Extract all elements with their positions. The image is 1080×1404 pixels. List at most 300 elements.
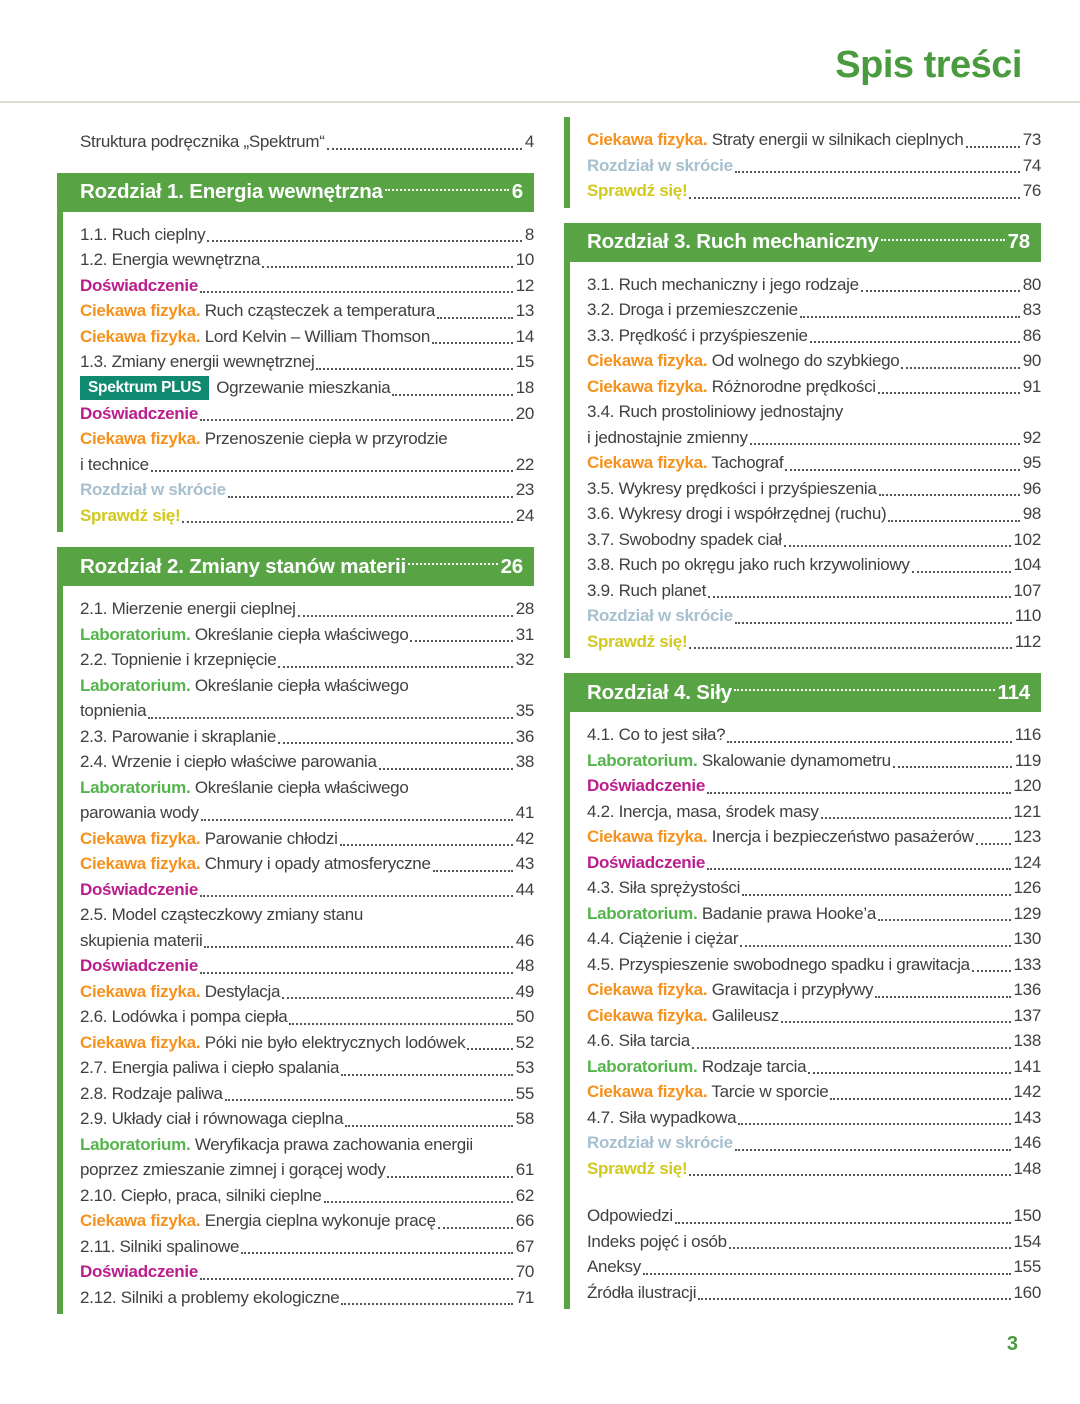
entry-label: Sprawdź się! [587,1158,688,1178]
entry-text: Określanie ciepła właściwego [194,777,409,797]
entry-page-number: 10 [515,250,534,269]
entry-label: Ciekawa fizyka. [80,326,201,346]
entry-text: 2.8. Rodzaje paliwa [80,1083,223,1103]
entry-page-number: 98 [1022,504,1041,523]
entry-page-number: 119 [1014,750,1041,770]
entry-leader-dots [148,717,512,719]
entry-page-number: 73 [1022,130,1041,149]
entry-label: Ciekawa fizyka. [587,980,708,999]
toc-entry [587,1229,1041,1255]
entry-page-number: 13 [515,301,534,320]
entry-label: Sprawdź się! [587,181,688,200]
back-matter [587,1203,1041,1305]
entry-leader-dots [808,1072,1010,1074]
entry-leader-dots [800,316,1020,318]
chapter-section [57,173,534,533]
entry-page-number: 154 [1013,1231,1041,1251]
entry-page-number: 155 [1013,1257,1041,1276]
entry-leader-dots [278,666,512,668]
entry-page-number: 36 [515,726,534,746]
entry-text: 4.7. Siła wypadkowa [587,1107,737,1127]
toc-entry [587,850,1041,876]
entry-page-number: 32 [515,650,534,669]
entry-leader-dots [241,1252,513,1254]
entry-label: Ciekawa fizyka. [587,130,708,149]
entry-text: 1.1. Ruch cieplny [80,224,206,244]
toc-entry [80,1259,534,1285]
entry-text: Chmury i opady atmosferyczne [204,854,431,873]
entry-text: 3.2. Droga i przemieszczenie [587,300,798,319]
entry-leader-dots [433,870,513,872]
entry-leader-dots [675,1222,1011,1224]
toc-entry [80,426,534,477]
toc-entry [80,826,534,852]
toc-entry [80,273,534,299]
entry-text: 3.1. Ruch mechaniczny i jego rodzaje [587,274,859,294]
entry-leader-dots [200,972,513,974]
entry-page-number: 62 [515,1185,534,1205]
entry-text: 3.4. Ruch prostoliniowy jednostajny [587,402,843,421]
entry-page-number: 18 [515,378,534,397]
entry-label: Laboratorium. [587,1056,698,1076]
entry-leader-dots [901,367,1019,369]
entry-leader-dots [385,189,509,191]
entry-label: Doświadczenie [80,403,198,423]
entry-leader-dots [735,1149,1011,1151]
entry-leader-dots [875,996,1010,998]
entry-text: 2.7. Energia paliwa i ciepło spalania [80,1058,340,1077]
toc-entry [80,647,534,673]
toc-entry [587,348,1041,374]
entry-text: Skalowanie dynamometru [701,750,891,770]
entry-text: Od wolnego do szybkiego [711,351,900,370]
entry-text: 2.2. Topnienie i krzepnięcie [80,650,277,669]
chapter-section [564,223,1041,659]
entry-leader-dots [689,647,1011,649]
entry-text: Ruch cząsteczek a temperatura [204,301,436,320]
entry-label: Rozdział w skrócie [587,155,733,175]
entry-leader-dots [692,1047,1011,1049]
entry-leader-dots [740,945,1010,947]
entry-text: 1.2. Energia wewnętrzna [80,250,261,269]
entry-page-number: 41 [515,803,534,822]
entry-label: Laboratorium. [587,903,698,923]
toc-entry [587,824,1041,850]
entry-leader-dots [324,1201,513,1203]
toc-entry [80,1081,534,1107]
entry-text: Badanie prawa Hooke’a [701,903,877,923]
toc-entry [80,1030,534,1056]
entry-leader-dots [200,895,513,897]
entry-page-number: 24 [515,505,534,525]
entry-page-number: 20 [515,403,534,423]
entry-page-number: 133 [1013,954,1041,974]
entry-page-number: 67 [515,1236,534,1256]
entry-page-number: 90 [1022,351,1041,370]
entry-leader-dots [437,317,513,319]
entry-label: Ciekawa fizyka. [80,854,201,873]
entry-page-number: 137 [1013,1005,1041,1025]
entry-label: Doświadczenie [80,1262,198,1281]
chapter-section [57,547,534,1314]
entry-leader-dots [689,1174,1010,1176]
entry-text: 3.3. Prędkość i przyśpieszenie [587,325,808,345]
toc-entry [587,1105,1041,1131]
toc-entry [587,399,1041,450]
toc-entry [587,1130,1041,1156]
entry-page-number: 121 [1013,801,1041,821]
toc-entry [80,401,534,427]
toc-entry [80,1132,534,1183]
entry-page-number: 53 [515,1058,534,1077]
entry-leader-dots [810,341,1020,343]
entry-page-number: 48 [515,956,534,975]
entry-page-number: 92 [1022,427,1041,447]
entry-label: Doświadczenie [587,852,705,872]
entry-label: Rozdział w skrócie [80,480,226,499]
entry-label: Doświadczenie [80,956,198,975]
entry-text: Inercja i bezpieczeństwo pasażerów [711,827,974,846]
entry-leader-dots [878,392,1020,394]
entry-text: 2.1. Mierzenie energii cieplnej [80,599,296,618]
entry-page-number: 148 [1013,1158,1041,1178]
entry-page-number: 95 [1022,453,1041,472]
entry-text: Póki nie było elektrycznych lodówek [204,1032,466,1052]
entry-page-number: 136 [1013,980,1041,999]
entry-leader-dots [698,1298,1010,1300]
entry-text: Straty energii w silnikach cieplnych [711,130,964,149]
toc-entry [587,1054,1041,1080]
toc-entry [587,476,1041,502]
entry-page-number: 102 [1013,529,1041,549]
chapter-header-page: 114 [997,680,1030,704]
entry-text-continued: i technice [80,454,149,474]
entry-text: Energia cieplna wykonuje pracę [204,1211,436,1230]
entry-leader-dots [781,1021,1011,1023]
entry-leader-dots [282,997,513,999]
entry-page-number: 66 [515,1211,534,1230]
toc-entry [80,222,534,248]
entry-label: Ciekawa fizyka. [80,1211,201,1230]
entry-label: Ciekawa fizyka. [80,429,201,448]
toc-entry [80,1183,534,1209]
entry-text: Odpowiedzi [587,1206,673,1225]
entry-text: 4.2. Inercja, masa, środek masy [587,801,819,821]
toc-entry [80,375,534,401]
entry-page-number: 126 [1013,878,1041,897]
entry-page-number: 129 [1013,903,1041,923]
entry-leader-dots [204,946,512,948]
chapter-section [564,673,1041,1309]
entry-label: Ciekawa fizyka. [587,453,708,472]
entry-page-number: 116 [1014,725,1041,744]
toc-entry [587,578,1041,604]
entry-text: 4.6. Siła tarcia [587,1031,690,1050]
entry-page-number: 112 [1014,631,1041,651]
toc-entry [587,552,1041,578]
entry-text: 3.7. Swobodny spadek ciał [587,529,782,549]
toc-entry [80,477,534,503]
entry-leader-dots [785,469,1019,471]
entry-page-number: 124 [1013,852,1041,872]
entry-page-number: 142 [1013,1082,1041,1101]
entry-label: Ciekawa fizyka. [587,827,708,846]
toc-entry [80,673,534,724]
entry-text: Przenoszenie ciepła w przyrodzie [204,429,448,448]
entry-leader-dots [734,689,995,691]
entry-leader-dots [278,742,513,744]
entry-page-number: 91 [1022,376,1041,396]
entry-leader-dots [972,970,1011,972]
entry-label: Laboratorium. [587,750,698,770]
toc-entry [587,297,1041,323]
columns-wrapper [0,103,1080,1329]
entry-text: Tachograf [711,453,784,472]
entry-text: Destylacja [204,981,281,1001]
entry-label: Ciekawa fizyka. [587,1005,708,1025]
toc-entry [80,596,534,622]
entry-page-number: 104 [1013,555,1041,574]
entry-label: Ciekawa fizyka. [80,981,201,1001]
toc-entry [587,272,1041,298]
entry-leader-dots [729,1247,1011,1249]
entry-label: Laboratorium. [80,624,191,644]
entry-text: Grawitacja i przypływy [711,980,874,999]
toc-entry [80,1055,534,1081]
entry-leader-dots [689,197,1019,199]
entry-page-number: 83 [1022,300,1041,319]
toc-entry [80,298,534,324]
entry-text: 3.6. Wykresy drogi i współrzędnej (ruchu) [587,504,887,523]
entry-text: 2.10. Ciepło, praca, silniki cieplne [80,1185,322,1205]
entry-page-number: 110 [1014,606,1041,625]
entry-page-number: 38 [515,752,534,771]
entry-leader-dots [830,1098,1010,1100]
chapter-header-page: 6 [511,180,523,203]
entry-leader-dots [316,368,512,370]
entry-label: Doświadczenie [80,879,198,899]
entry-leader-dots [707,792,1011,794]
entry-page-number: 61 [515,1160,534,1179]
entry-leader-dots [727,741,1012,743]
entry-leader-dots [379,768,513,770]
toc-entry [587,374,1041,400]
entry-label: Laboratorium. [80,777,191,797]
entry-page-number: 28 [515,599,534,618]
entry-leader-dots [750,443,1020,445]
entry-label: Ciekawa fizyka. [587,376,708,396]
entry-leader-dots [467,1048,512,1050]
entry-leader-dots [438,1227,513,1229]
entry-text: Określanie ciepła właściwego [194,675,409,695]
entry-text: 4.5. Przyspieszenie swobodnego spadku i grawitacja [587,954,970,974]
entry-label: Ciekawa fizyka. [587,351,708,370]
toc-entry [587,323,1041,349]
entry-leader-dots [228,496,513,498]
entry-text-continued: parowania wody [80,803,199,822]
entry-page-number: 42 [515,828,534,848]
toc-entry [587,153,1041,179]
entry-text: 3.5. Wykresy prędkości i przyśpieszenia [587,478,877,498]
entry-leader-dots [707,868,1011,870]
entry-leader-dots [225,1099,513,1101]
toc-entry [587,926,1041,952]
entry-leader-dots [201,819,513,821]
toc-entry [587,773,1041,799]
entry-leader-dots [888,520,1019,522]
chapter-header-label: Rozdział 3. Ruch mechaniczny [587,230,879,253]
toc-entry [80,1004,534,1030]
entry-page-number: 23 [515,480,534,499]
entry-leader-dots [821,817,1011,819]
toc-entry [80,247,534,273]
entry-page-number: 55 [515,1083,534,1103]
entry-text: Lord Kelvin – William Thomson [204,326,430,346]
entry-leader-dots [289,1023,512,1025]
chapter-header [57,173,534,212]
chapter-header-page: 26 [500,554,523,578]
toc-entry [587,1280,1041,1306]
entry-leader-dots [879,494,1020,496]
entry-text: Aneksy [587,1257,641,1276]
entry-text: Struktura podręcznika „Spektrum“ [80,132,325,151]
entry-text: 1.3. Zmiany energii wewnętrznej [80,352,315,371]
entry-page-number: 123 [1013,827,1041,846]
entry-leader-dots [735,622,1012,624]
entry-label: Laboratorium. [80,1134,191,1154]
chapter-header [564,223,1041,262]
entry-label: Laboratorium. [80,675,191,695]
entry-text: Różnorodne prędkości [711,376,876,396]
toc-entry [587,1254,1041,1280]
page-number: 3 [1006,1333,1018,1355]
chapter-header-label: Rozdział 4. Siły [587,680,732,704]
entry-text: Tarcie w sporcie [711,1082,829,1101]
entry-text: 4.1. Co to jest siła? [587,725,726,744]
entry-text: Ogrzewanie mieszkania [216,377,391,397]
entry-label: Rozdział w skrócie [587,1133,733,1152]
toc-entry [587,799,1041,825]
entry-label: Sprawdź się! [587,631,688,651]
entry-leader-dots [432,342,513,344]
entry-page-number: 130 [1013,929,1041,948]
entry-leader-dots [643,1273,1011,1275]
entry-leader-dots [408,563,498,565]
chapter-header-label: Rozdział 2. Zmiany stanów materii [80,554,407,578]
entry-page-number: 138 [1013,1031,1041,1050]
toc-entry [587,977,1041,1003]
entry-text: 4.4. Ciążenie i ciężar [587,929,739,948]
entry-leader-dots [200,291,513,293]
entry-page-number: 58 [515,1109,534,1128]
entry-text: 2.4. Wrzenie i ciepło właściwe parowania [80,752,377,771]
chapter-header [57,547,534,586]
toc-entry [80,851,534,877]
entry-label: Ciekawa fizyka. [80,301,201,320]
entry-page-number: 96 [1022,478,1041,498]
toc-entry [587,901,1041,927]
toc-entry [587,1028,1041,1054]
entry-leader-dots [340,844,513,846]
entry-leader-dots [881,239,1005,241]
entry-page-number: 70 [515,1262,534,1281]
entry-page-number: 52 [515,1032,534,1052]
toc-entry [587,501,1041,527]
entry-page-number: 143 [1013,1107,1041,1127]
entry-text: 2.3. Parowanie i skraplanie [80,726,277,746]
entry-text-continued: topnienia [80,701,147,720]
toc-entry [80,1285,534,1311]
toc-entry [587,1079,1041,1105]
chapter-header-label: Rozdział 1. Energia wewnętrzna [80,180,383,203]
entry-label: Sprawdź się! [80,505,181,525]
entry-leader-dots [151,470,513,472]
page-header [0,0,1080,103]
entry-page-number: 146 [1013,1133,1041,1152]
entry-text: 2.11. Silniki spalinowe [80,1236,240,1256]
left-column [57,117,534,1329]
toc-entry [80,877,534,903]
toc-entry [587,1156,1041,1182]
entry-text: 2.6. Lodówka i pompa ciepła [80,1007,288,1026]
entry-page-number: 44 [515,879,534,899]
entry-page-number: 86 [1022,325,1041,345]
toc-entry [587,875,1041,901]
entry-text: 3.9. Ruch planet [587,580,707,600]
toc-entry [587,450,1041,476]
toc-entry [80,902,534,953]
entry-leader-dots [392,394,512,396]
entry-page-number: 15 [515,352,534,371]
entry-label: Rozdział w skrócie [587,606,733,625]
toc-entry [587,127,1041,153]
entry-page-number: 71 [515,1287,534,1307]
entry-page-number: 107 [1013,580,1041,600]
toc-entry [80,349,534,375]
entry-leader-dots [182,521,512,523]
entry-leader-dots [207,240,522,242]
entry-page-number: 8 [524,224,534,244]
toc-entry [80,622,534,648]
entry-leader-dots [341,1303,512,1305]
entry-page-number: 74 [1022,155,1041,175]
toc-entry [80,324,534,350]
toc-entry [80,979,534,1005]
entry-leader-dots [262,266,512,268]
toc-entry [80,1234,534,1260]
entry-text: Weryfikacja prawa zachowania energii [194,1134,473,1154]
entry-leader-dots [738,1123,1010,1125]
toc-entry [80,1208,534,1234]
entry-leader-dots [735,171,1020,173]
entry-text: 2.9. Układy ciał i równowaga cieplna [80,1109,344,1128]
toc-entry [587,952,1041,978]
entry-leader-dots [893,766,1012,768]
entry-leader-dots [200,1278,513,1280]
entry-leader-dots [341,1074,513,1076]
entry-text: 2.12. Silniki a problemy ekologiczne [80,1287,340,1307]
right-column [564,117,1041,1329]
entry-page-number: 4 [524,132,534,151]
entry-text: 4.3. Siła sprężystości [587,878,741,897]
entry-page-number: 14 [515,326,534,346]
entry-page-number: 141 [1013,1056,1041,1076]
entry-text: Określanie ciepła właściwego [194,624,409,644]
entry-page-number: 31 [515,624,534,644]
toc-entry [80,503,534,529]
entry-leader-dots [966,146,1020,148]
entry-text: Rodzaje tarcia [701,1056,807,1076]
